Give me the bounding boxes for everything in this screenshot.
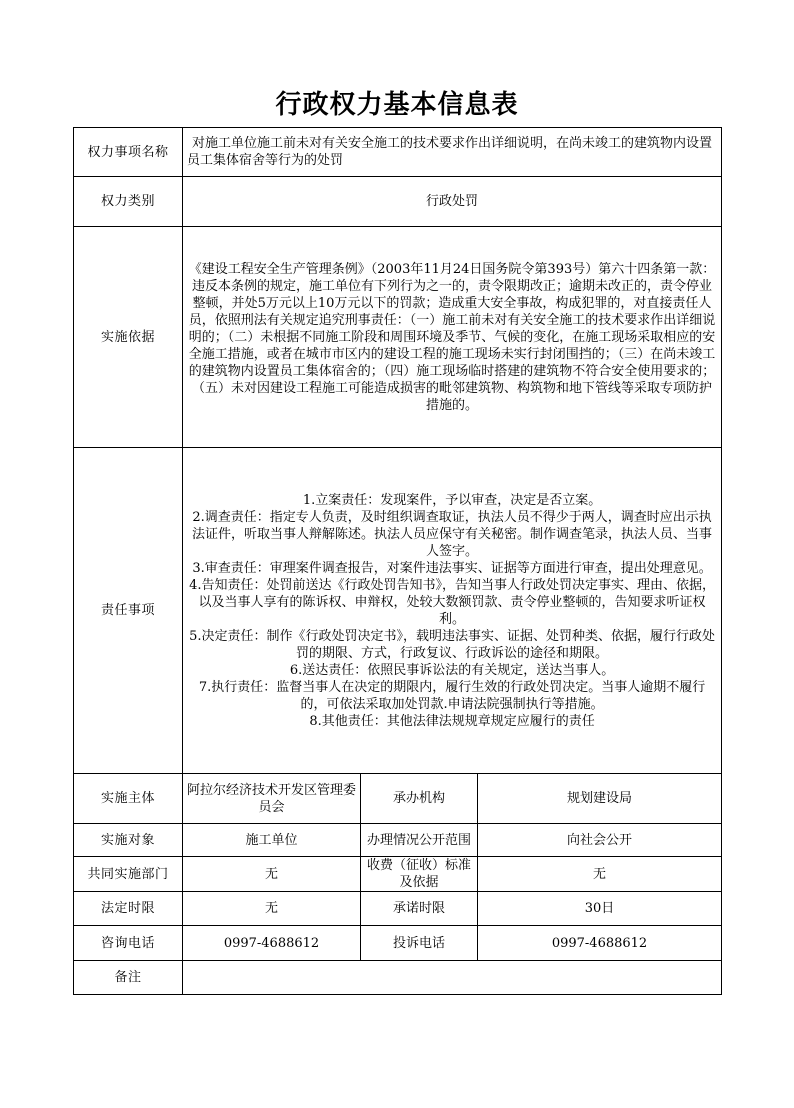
agency-label: 承办机构	[361, 774, 478, 824]
responsibility-item: 2.调查责任：指定专人负责，及时组织调查取证，执法人员不得少于两人，调查时应出示执法证件，听取当事人辩解陈述。执法人员应保守有关秘密。制作调查笔录，执法人员、当事人签字。	[192, 509, 713, 559]
promise-limit-value: 30日	[478, 892, 722, 926]
row-category	[74, 177, 722, 227]
item-name-value: 对施工单位施工前未对有关安全施工的技术要求作出详细说明，在尚未竣工的建筑物内设置员工集体宿舍等行为的处罚	[183, 128, 722, 177]
promise-limit-label: 承诺时限	[361, 892, 478, 926]
joint-label: 共同实施部门	[74, 857, 183, 892]
category-value: 行政处罚	[183, 177, 722, 227]
info-table	[73, 127, 722, 995]
row-basis	[74, 227, 722, 448]
fee-label: 收费（征收）标准及依据	[361, 857, 478, 892]
target-label: 实施对象	[74, 824, 183, 857]
row-time-limit	[74, 892, 722, 926]
row-joint	[74, 857, 722, 892]
responsibility-label: 责任事项	[74, 448, 183, 774]
complaint-phone-label: 投诉电话	[361, 926, 478, 961]
page-title: 行政权力基本信息表	[275, 90, 519, 120]
row-phone	[74, 926, 722, 961]
agency-value: 规划建设局	[478, 774, 722, 824]
row-responsibility	[74, 448, 722, 774]
responsibility-item: 5.决定责任：制作《行政处罚决定书》，载明违法事实、证据、处罚种类、依据，履行行政处罚的期限、方式，行政复议、行政诉讼的途径和期限。	[189, 628, 715, 661]
row-target	[74, 824, 722, 857]
row-item-name	[74, 128, 722, 177]
disclosure-label: 办理情况公开范围	[361, 824, 478, 857]
item-name-label: 权力事项名称	[74, 128, 183, 177]
row-subject	[74, 774, 722, 824]
category-label: 权力类别	[74, 177, 183, 227]
basis-label: 实施依据	[74, 227, 183, 448]
joint-value: 无	[183, 857, 361, 892]
responsibility-item: 4.告知责任：处罚前送达《行政处罚告知书》，告知当事人行政处罚决定事实、理由、依据，以及当事人享有的陈诉权、申辩权，处较大数额罚款、责令停业整顿的，告知要求听证权利。	[189, 577, 715, 627]
legal-limit-label: 法定时限	[74, 892, 183, 926]
subject-label: 实施主体	[74, 774, 183, 824]
remark-label: 备注	[74, 961, 183, 995]
responsibility-item: 1.立案责任：发现案件，予以审查，决定是否立案。	[302, 492, 602, 508]
responsibility-item: 3.审查责任：审理案件调查报告，对案件违法事实、证据等方面进行审查，提出处理意见。	[192, 560, 712, 576]
responsibility-list	[183, 448, 722, 774]
basis-value: 《建设工程安全生产管理条例》（2003年11月24日国务院令第393号）第六十四条第一款：违反本条例的规定，施工单位有下列行为之一的，责令限期改正；逾期未改正的，责令停业整顿，并处5万元以上10万元以下的罚款；造成重大安全事故，构成犯罪的，对直接责任人员，依照刑法有关规定追究刑事责任：（一）施工前未对有关安全施工的技术要求作出详细说明的；（二）未根据不同施工阶段和周围环境及季节、气候的变化，在施工现场采取相应的安全施工措施，或者在城市市区内的建设工程的施工现场未实行封闭围挡的；（三）在尚未竣工的建筑物内设置员工集体宿舍的；（四）施工现场临时搭建的建筑物不符合安全使用要求的；（五）未对因建设工程施工可能造成损害的毗邻建筑物、构筑物和地下管线等采取专项防护措施的。	[183, 227, 722, 448]
consult-phone-value: 0997-4688612	[183, 926, 361, 961]
remark-value	[183, 961, 722, 995]
complaint-phone-value: 0997-4688612	[478, 926, 722, 961]
legal-limit-value: 无	[183, 892, 361, 926]
target-value: 施工单位	[183, 824, 361, 857]
responsibility-item: 7.执行责任：监督当事人在决定的期限内，履行生效的行政处罚决定。当事人逾期不履行的，可依法采取加处罚款.申请法院强制执行等措施。	[198, 679, 706, 712]
consult-phone-label: 咨询电话	[74, 926, 183, 961]
subject-value: 阿拉尔经济技术开发区管理委员会	[183, 774, 361, 824]
row-remark	[74, 961, 722, 995]
responsibility-item: 6.送达责任：依照民事诉讼法的有关规定，送达当事人。	[289, 662, 615, 678]
fee-value: 无	[478, 857, 722, 892]
responsibility-item: 8.其他责任：其他法律法规规章规定应履行的责任	[309, 713, 595, 729]
disclosure-value: 向社会公开	[478, 824, 722, 857]
